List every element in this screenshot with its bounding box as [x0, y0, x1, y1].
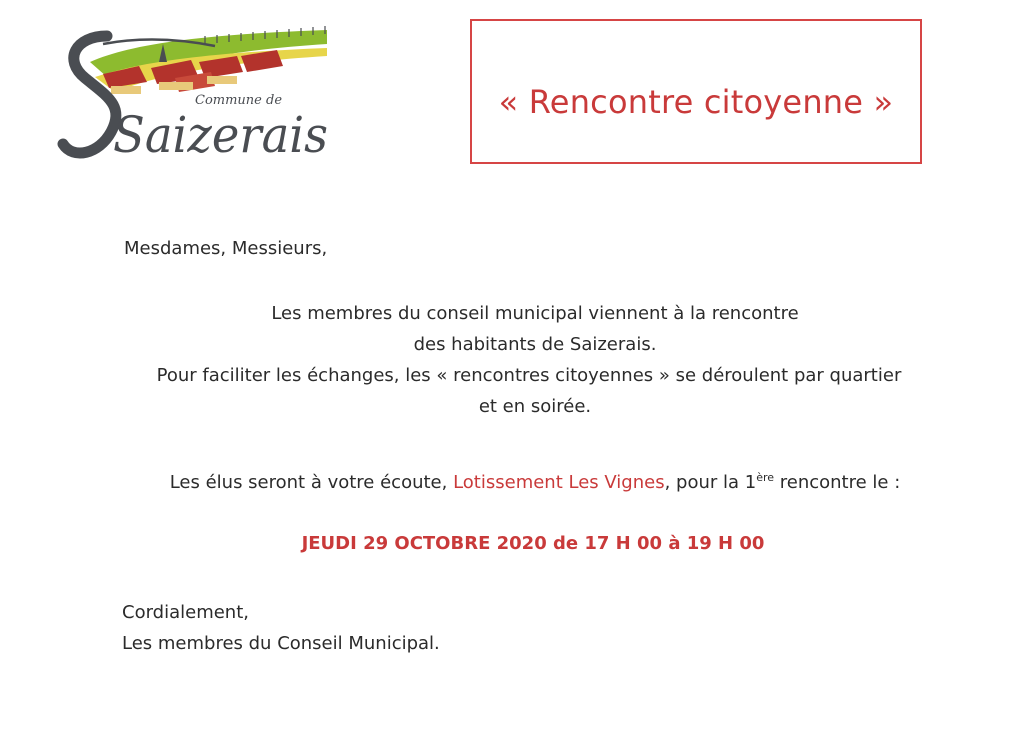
title-frame: [470, 19, 922, 164]
invitation-prefix: Les élus seront à votre écoute,: [169, 472, 454, 493]
closing-salutation: Cordialement,: [122, 602, 249, 623]
intro-line-3: Pour faciliter les échanges, les « rencontres citoyennes » se déroulent par quartier: [156, 365, 902, 386]
commune-logo: [55, 22, 340, 170]
saizerais-logo-graphic: [55, 22, 340, 170]
intro-line-2: des habitants de Saizerais.: [413, 334, 657, 355]
meeting-date: JEUDI 29 OCTOBRE 2020 de 17 H 00 à 19 H 00: [301, 533, 765, 554]
closing: [122, 597, 440, 659]
invitation-location: Lotissement Les Vignes: [453, 472, 665, 493]
intro-paragraph: [0, 298, 1024, 422]
logo-commune-de: Commune de: [195, 93, 283, 108]
closing-signature: Les membres du Conseil Municipal.: [122, 633, 440, 654]
invitation-ordinal-suffix: ère: [756, 471, 775, 484]
greeting: Mesdames, Messieurs,: [124, 238, 328, 259]
intro-line-4: et en soirée.: [478, 396, 592, 417]
logo-saizerais: Saizerais: [113, 106, 328, 164]
invitation-middle: , pour la 1: [664, 472, 757, 493]
intro-line-1: Les membres du conseil municipal viennent à la rencontre: [271, 303, 799, 324]
logo-s-swoosh: [63, 36, 116, 153]
invitation-paragraph: [0, 467, 1024, 498]
invitation-suffix: rencontre le :: [774, 472, 901, 493]
document-title: « Rencontre citoyenne »: [498, 83, 894, 121]
